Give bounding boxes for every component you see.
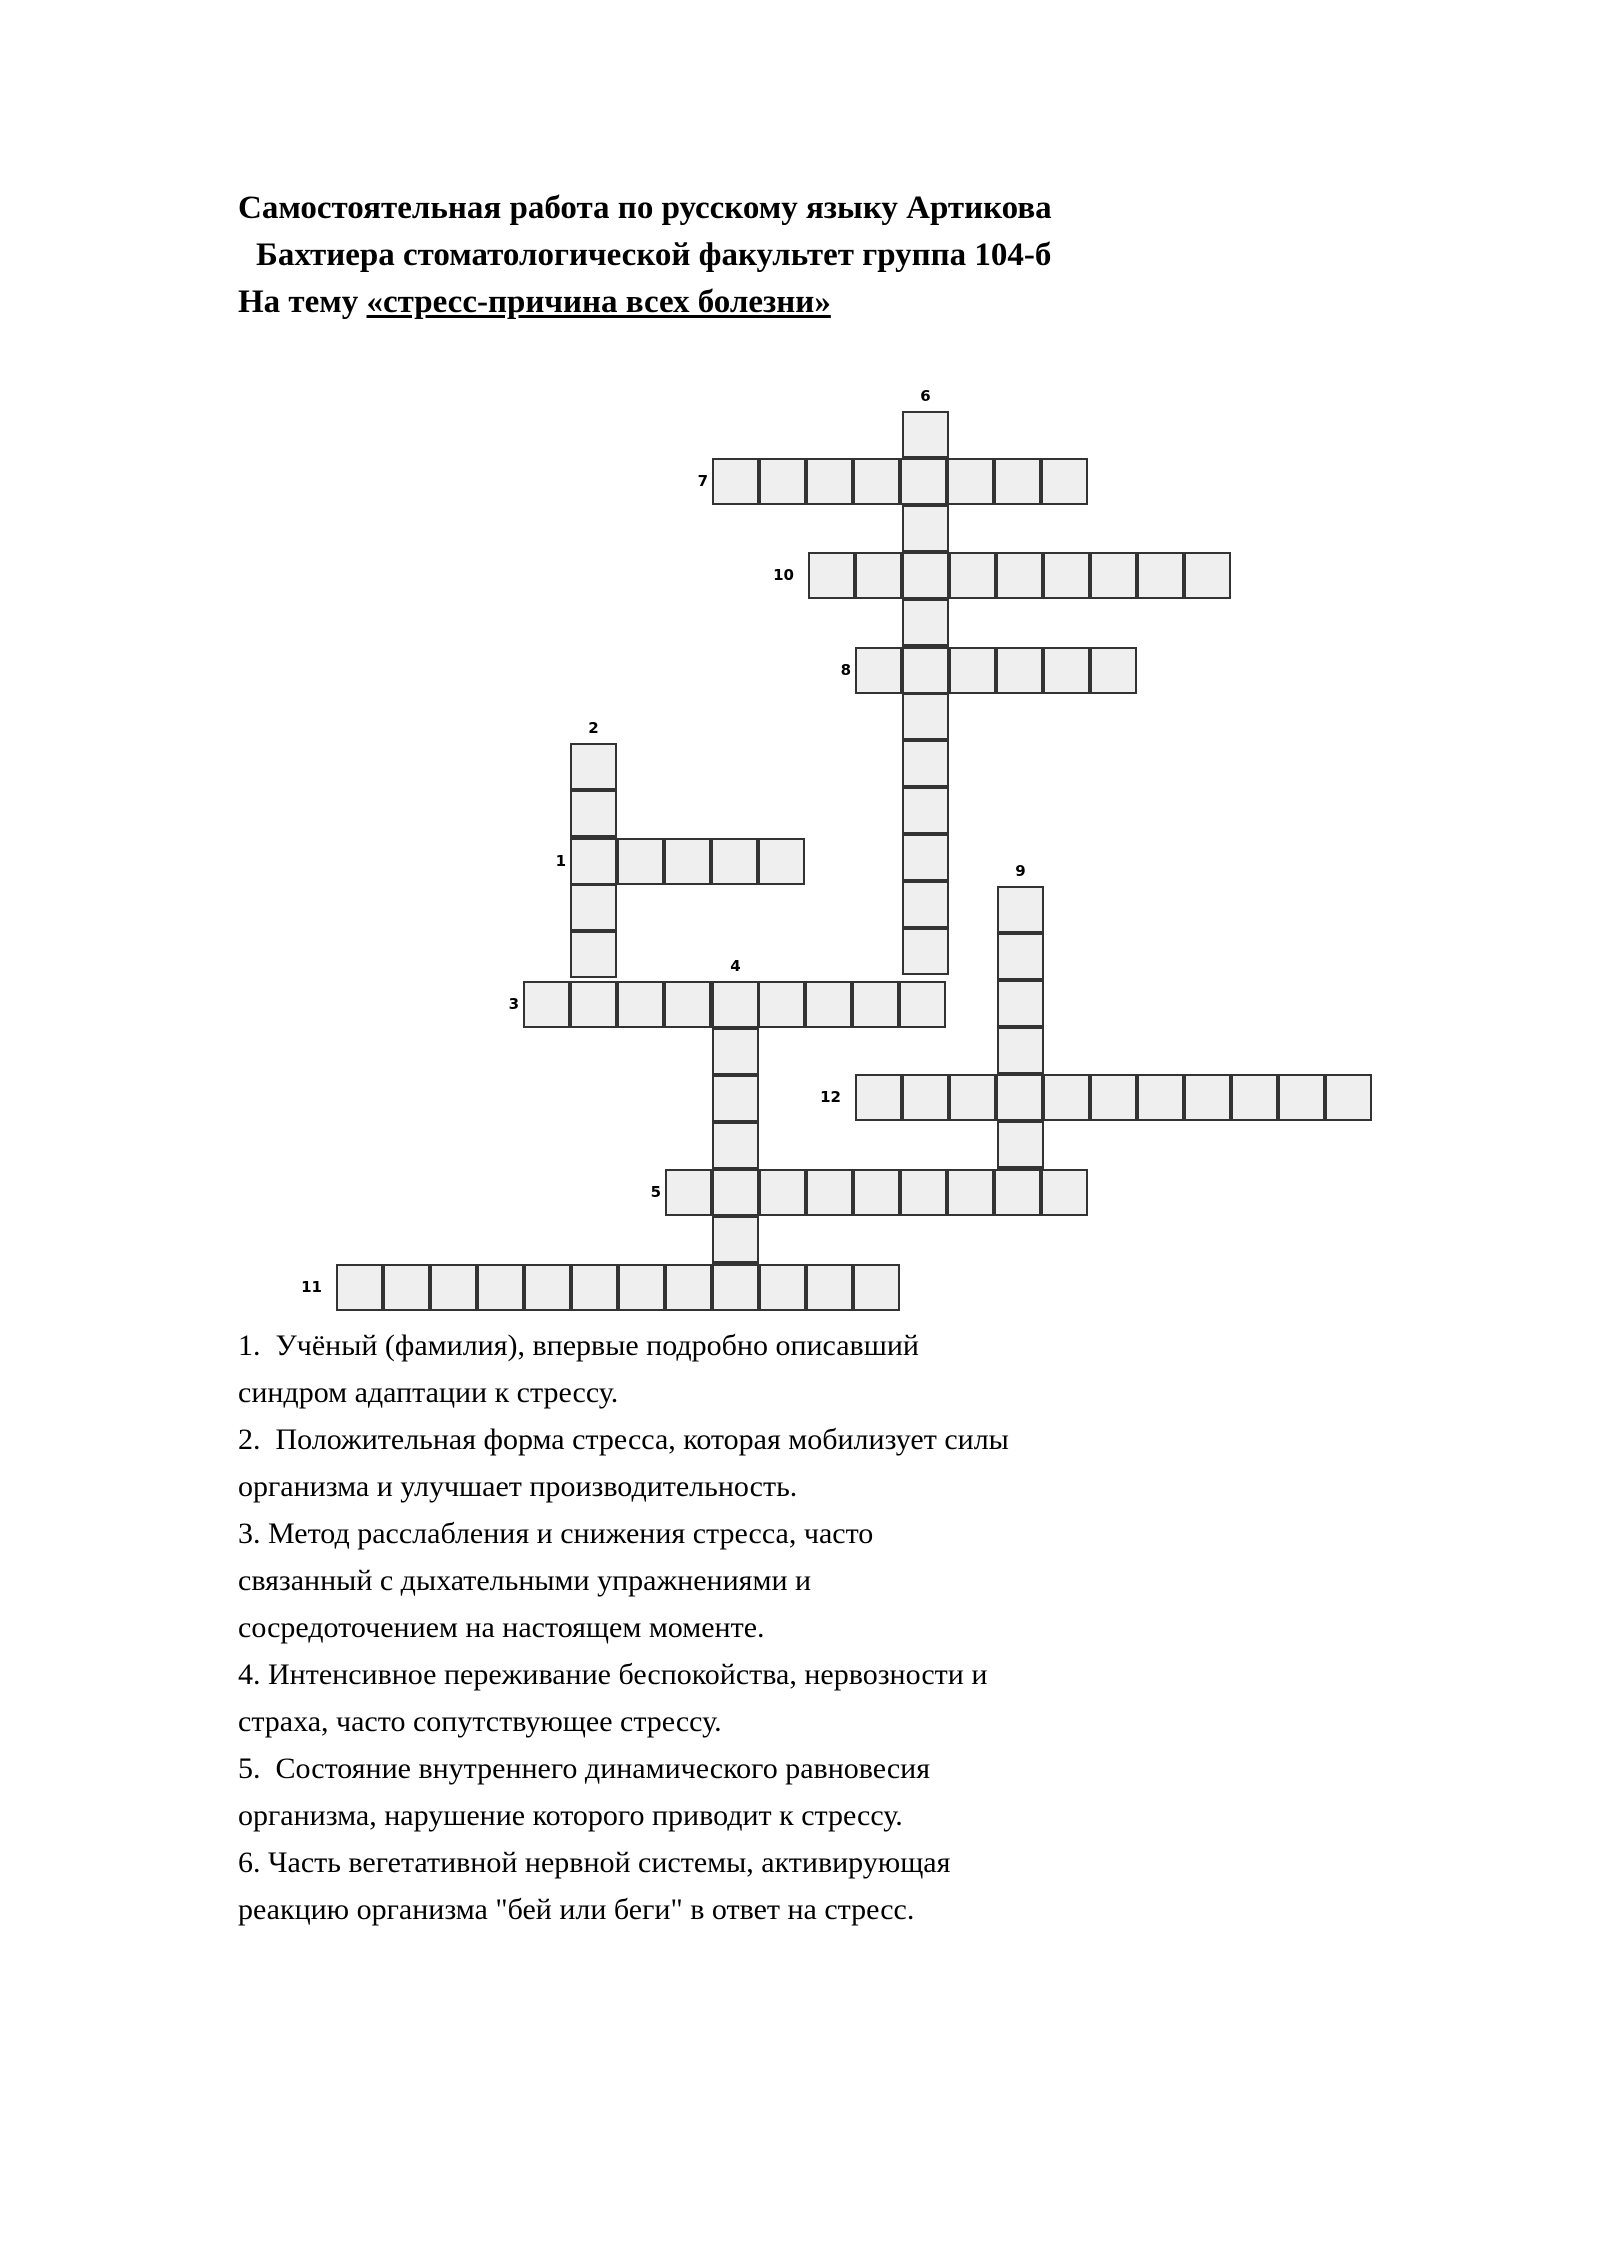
crossword-cell[interactable]: [712, 1264, 759, 1311]
crossword-cell[interactable]: [902, 505, 949, 552]
clue-line-7: сосредоточением на настоящем моменте.: [238, 1611, 765, 1644]
crossword-cell[interactable]: [900, 1169, 947, 1216]
crossword-cell[interactable]: [759, 1169, 806, 1216]
clue-line-1: 1. Учёный (фамилия), впервые подробно описавший: [238, 1329, 919, 1362]
crossword-cell[interactable]: [1043, 552, 1090, 599]
crossword-cell[interactable]: [617, 981, 664, 1028]
crossword-cell[interactable]: [383, 1264, 430, 1311]
clue-line-12: 6. Часть вегетативной нервной системы, активирующая: [238, 1846, 951, 1879]
crossword-cell[interactable]: [336, 1264, 383, 1311]
crossword-cell[interactable]: [899, 981, 946, 1028]
crossword-cell[interactable]: [949, 552, 996, 599]
crossword-cell[interactable]: [711, 838, 758, 885]
heading-line-1: Самостоятельная работа по русскому языку Артикова: [238, 190, 1052, 226]
crossword-cell[interactable]: [855, 1074, 902, 1121]
crossword-cell[interactable]: [902, 693, 949, 740]
crossword-cell[interactable]: [1043, 1074, 1090, 1121]
crossword-cell[interactable]: [712, 981, 759, 1028]
crossword-cell[interactable]: [523, 981, 570, 1028]
crossword-number-10: 10: [773, 566, 794, 584]
clue-line-5: 3. Метод расслабления и снижения стресса, часто: [238, 1517, 874, 1550]
crossword-cell[interactable]: [430, 1264, 477, 1311]
crossword-cell[interactable]: [759, 1264, 806, 1311]
crossword-cell[interactable]: [712, 1028, 759, 1075]
crossword-cell[interactable]: [902, 834, 949, 881]
crossword-cell[interactable]: [902, 599, 949, 646]
crossword-cell[interactable]: [758, 981, 805, 1028]
crossword-cell[interactable]: [947, 1169, 994, 1216]
crossword-cell[interactable]: [900, 458, 947, 505]
crossword-cell[interactable]: [806, 1264, 853, 1311]
crossword-cell[interactable]: [665, 1169, 712, 1216]
crossword-cell[interactable]: [570, 838, 617, 885]
crossword-cell[interactable]: [902, 740, 949, 787]
clue-line-9: страха, часто сопутствующее стрессу.: [238, 1705, 722, 1738]
crossword-cell[interactable]: [855, 552, 902, 599]
crossword-cell[interactable]: [665, 1264, 712, 1311]
crossword-cell[interactable]: [996, 552, 1043, 599]
clue-line-3: 2. Положительная форма стресса, которая мобилизует силы: [238, 1423, 1009, 1456]
crossword-cell[interactable]: [1137, 1074, 1184, 1121]
clue-line-13: реакцию организма "бей или беги" в ответ на стресс.: [238, 1893, 915, 1926]
crossword-cell[interactable]: [997, 1121, 1044, 1168]
crossword-cell[interactable]: [524, 1264, 571, 1311]
crossword-cell[interactable]: [1325, 1074, 1372, 1121]
crossword-number-11: 11: [301, 1278, 322, 1296]
crossword-cell[interactable]: [805, 981, 852, 1028]
crossword-cell[interactable]: [997, 1027, 1044, 1074]
clue-list: [238, 1322, 1338, 1933]
crossword-cell[interactable]: [1231, 1074, 1278, 1121]
crossword-number-6: 6: [920, 387, 931, 405]
crossword-number-7: 7: [697, 472, 708, 490]
crossword-cell[interactable]: [1184, 552, 1231, 599]
crossword-cell[interactable]: [570, 884, 617, 931]
crossword-cell[interactable]: [712, 1075, 759, 1122]
crossword-cell[interactable]: [570, 981, 617, 1028]
crossword-cell[interactable]: [1137, 552, 1184, 599]
crossword-cell[interactable]: [949, 647, 996, 694]
crossword-cell[interactable]: [853, 458, 900, 505]
crossword-cell[interactable]: [996, 1074, 1043, 1121]
crossword-cell[interactable]: [477, 1264, 524, 1311]
crossword-cell[interactable]: [852, 981, 899, 1028]
clue-line-4: организма и улучшает производительность.: [238, 1470, 798, 1503]
crossword-number-8: 8: [840, 661, 851, 679]
crossword-cell[interactable]: [1090, 552, 1137, 599]
crossword-cell[interactable]: [712, 458, 759, 505]
crossword-number-2: 2: [588, 719, 599, 737]
crossword-cell[interactable]: [759, 458, 806, 505]
crossword-number-1: 1: [555, 852, 566, 870]
crossword-cell[interactable]: [1041, 458, 1088, 505]
heading-line-3-topic: «стресс-причина всех болезни»: [366, 284, 831, 320]
crossword-cell[interactable]: [997, 886, 1044, 933]
crossword-cell[interactable]: [949, 1074, 996, 1121]
crossword-number-4: 4: [730, 957, 741, 975]
crossword-cell[interactable]: [1184, 1074, 1231, 1121]
crossword-cell[interactable]: [808, 552, 855, 599]
crossword-cell[interactable]: [1041, 1169, 1088, 1216]
crossword-cell[interactable]: [618, 1264, 665, 1311]
crossword-number-12: 12: [820, 1088, 841, 1106]
crossword-cell[interactable]: [994, 458, 1041, 505]
crossword-cell[interactable]: [664, 838, 711, 885]
clue-line-8: 4. Интенсивное переживание беспокойства, нервозности и: [238, 1658, 988, 1691]
crossword-cell[interactable]: [1278, 1074, 1325, 1121]
crossword-cell[interactable]: [902, 411, 949, 458]
crossword-cell[interactable]: [758, 838, 805, 885]
crossword-number-3: 3: [508, 995, 519, 1013]
crossword-cell[interactable]: [1043, 647, 1090, 694]
crossword-cell[interactable]: [902, 881, 949, 928]
crossword-cell[interactable]: [570, 931, 617, 978]
crossword-cell[interactable]: [712, 1216, 759, 1263]
crossword-number-5: 5: [650, 1183, 661, 1201]
crossword-cell[interactable]: [996, 647, 1043, 694]
crossword-cell[interactable]: [997, 933, 1044, 980]
crossword-cell[interactable]: [806, 458, 853, 505]
crossword-cell[interactable]: [902, 552, 949, 599]
crossword-cell[interactable]: [994, 1169, 1041, 1216]
crossword-cell[interactable]: [1090, 647, 1137, 694]
crossword-cell[interactable]: [853, 1264, 900, 1311]
clue-line-6: связанный с дыхательными упражнениями и: [238, 1564, 812, 1597]
crossword-cell[interactable]: [806, 1169, 853, 1216]
crossword-cell[interactable]: [855, 647, 902, 694]
crossword-cell[interactable]: [571, 1264, 618, 1311]
crossword-cell[interactable]: [947, 458, 994, 505]
clue-line-2: синдром адаптации к стрессу.: [238, 1376, 619, 1409]
crossword-cell[interactable]: [853, 1169, 900, 1216]
heading-line-3-prefix: На тему: [238, 284, 367, 320]
crossword-cell[interactable]: [570, 790, 617, 837]
heading-line-2: Бахтиера стоматологической факультет группа 104-б: [256, 237, 1052, 273]
clue-line-11: организма, нарушение которого приводит к стрессу.: [238, 1799, 903, 1832]
crossword-cell[interactable]: [712, 1169, 759, 1216]
crossword-cell[interactable]: [902, 787, 949, 834]
crossword-cell[interactable]: [664, 981, 711, 1028]
crossword-cell[interactable]: [902, 1074, 949, 1121]
clue-line-10: 5. Состояние внутреннего динамического равновесия: [238, 1752, 930, 1785]
crossword-cell[interactable]: [902, 928, 949, 975]
crossword-cell[interactable]: [997, 980, 1044, 1027]
crossword-cell[interactable]: [617, 838, 664, 885]
crossword-cell[interactable]: [570, 743, 617, 790]
crossword-number-9: 9: [1015, 862, 1026, 880]
crossword-cell[interactable]: [902, 647, 949, 694]
crossword-cell[interactable]: [712, 1122, 759, 1169]
crossword-cell[interactable]: [1090, 1074, 1137, 1121]
